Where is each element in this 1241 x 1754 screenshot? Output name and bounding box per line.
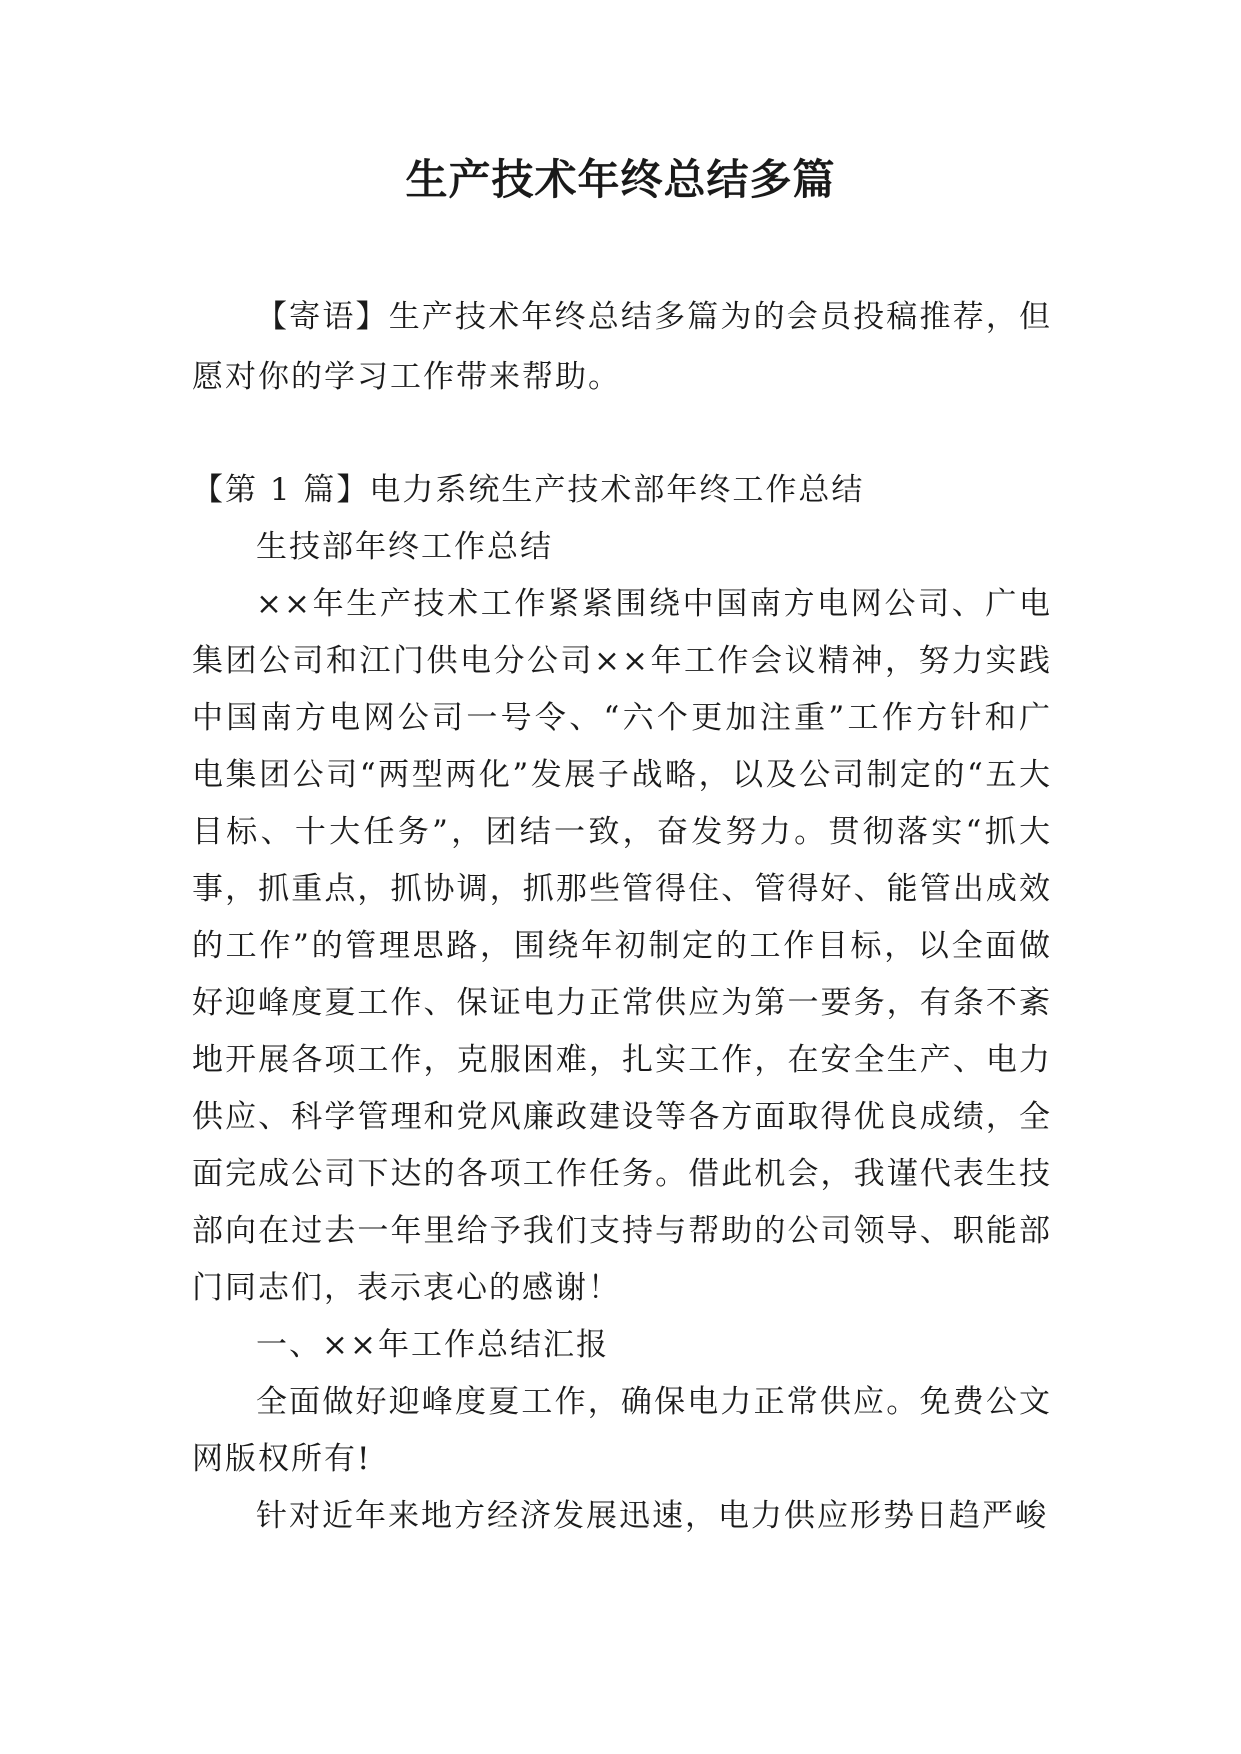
article-subheading: 生技部年终工作总结 bbox=[256, 529, 553, 565]
section-heading: 一、××年工作总结汇报 bbox=[256, 1327, 609, 1363]
preface-paragraph: 【寄语】生产技术年终总结多篇为的会员投稿推荐，但愿对你的学习工作带来帮助。 bbox=[192, 299, 1052, 395]
document-title: 生产技术年终总结多篇 bbox=[405, 155, 836, 204]
article-heading: 【第 1 篇】电力系统生产技术部年终工作总结 bbox=[192, 472, 865, 508]
body-paragraph: ××年生产技术工作紧紧围绕中国南方电网公司、广电集团公司和江门供电分公司××年工作会议精神，努力实践中国南方电网公司一号令、“六个更加注重”工作方针和广电集团公司“两型两化”发展子战略，以及公司制定的“五大目标、十大任务”，团结一致，奋发努力。贯彻落实“抓大事，抓重点，抓协调，抓那些管得住、管得好、能管出成效的工作”的管理思路，围绕年初制定的工作目标，以全面做好迎峰度夏工作、保证电力正常供应为第一要务，有条不紊地开展各项工作，克服困难，扎实工作，在安全生产、电力供应、科学管理和党风廉政建设等各方面取得优良成绩，全面完成公司下达的各项工作任务。借此机会，我谨代表生技部向在过去一年里给予我们支持与帮助的公司领导、职能部门同志们，表示衷心的感谢！ bbox=[192, 586, 1052, 1306]
article-body bbox=[192, 462, 1052, 1545]
body-paragraph: 针对近年来地方经济发展迅速，电力供应形势日趋严峻 bbox=[256, 1498, 1048, 1534]
body-paragraph: 全面做好迎峰度夏工作，确保电力正常供应。免费公文网版权所有! bbox=[192, 1384, 1052, 1477]
preface-block bbox=[192, 287, 1052, 407]
